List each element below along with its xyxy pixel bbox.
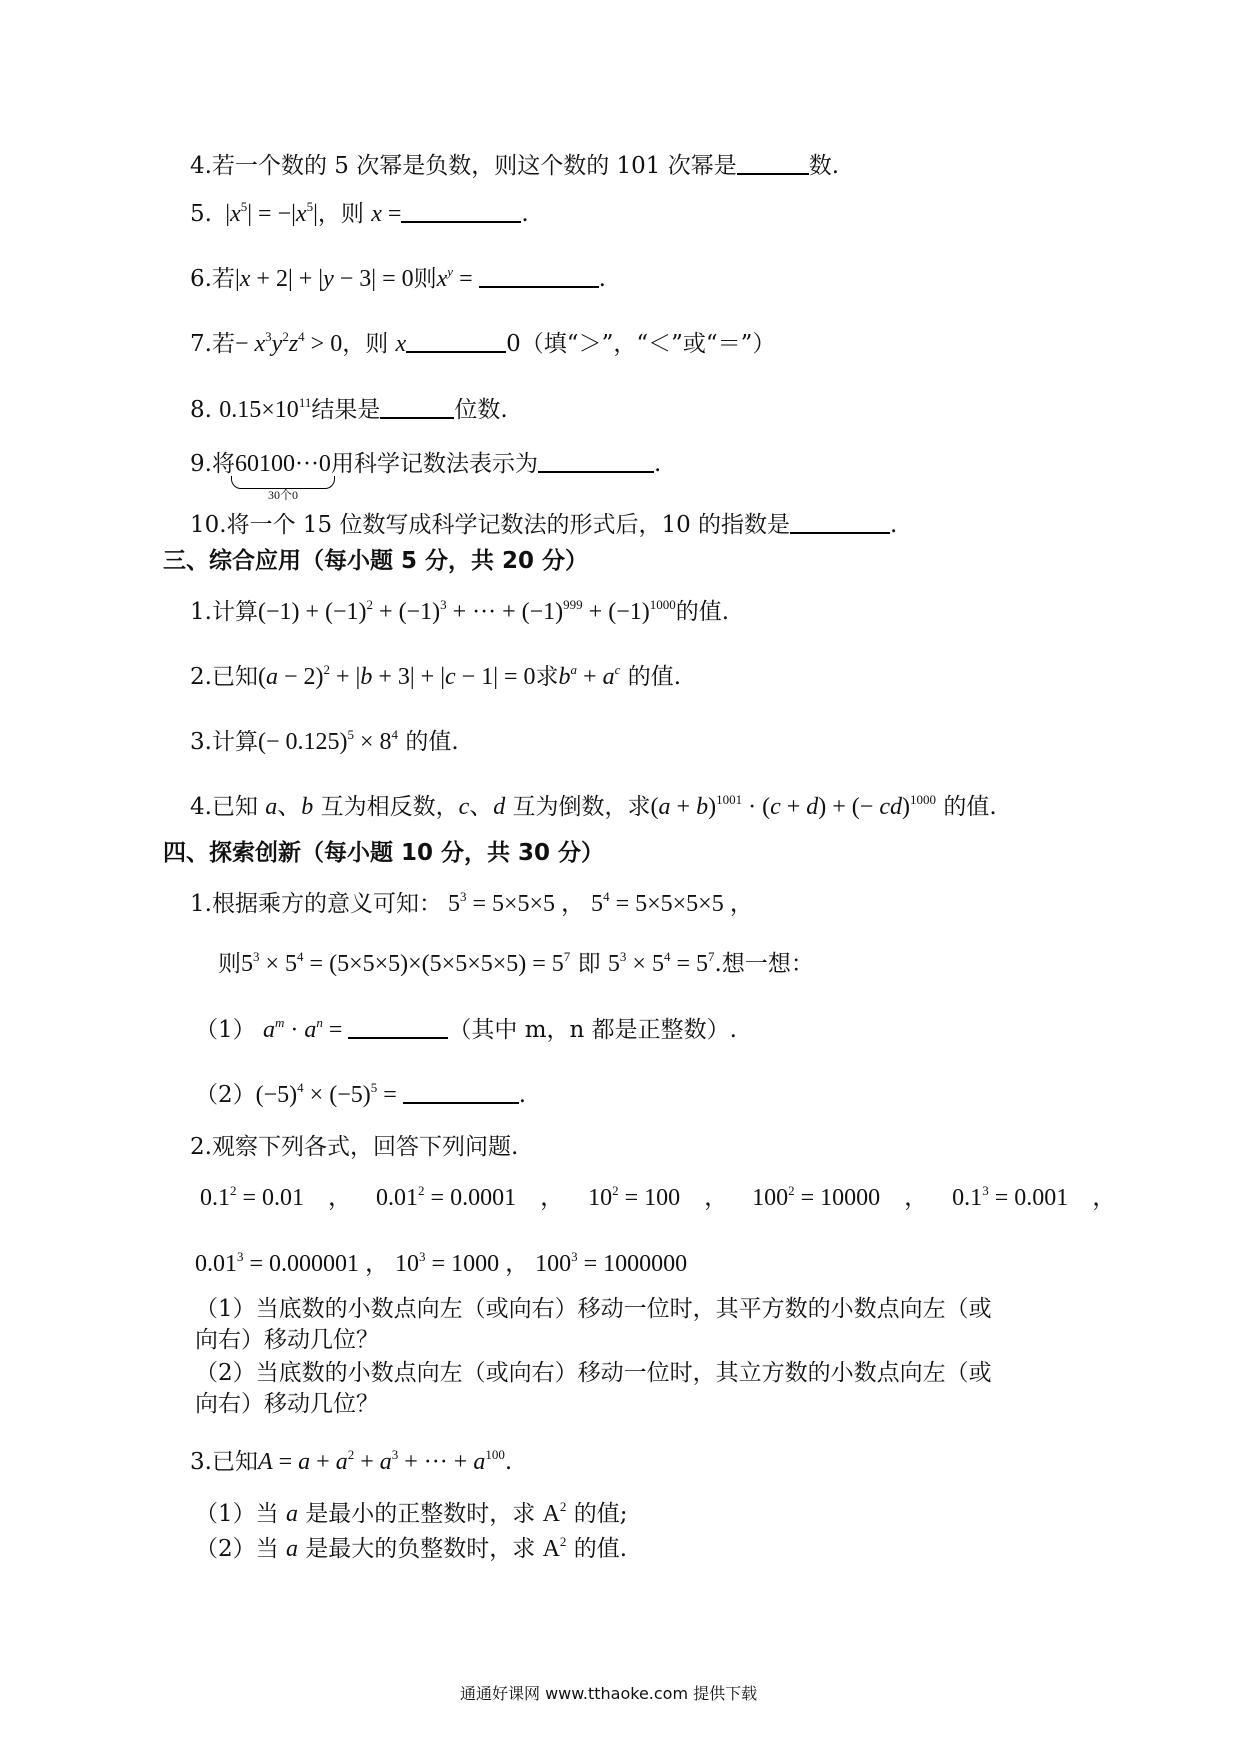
question-7: 7.若− $x^3y^2z^4 > 0$，则 x 0（填“＞”，“＜”或“＝”） xyxy=(190,329,776,357)
answer-blank xyxy=(406,331,506,353)
math-expression: (− $0.125)^5 \times 8^4$ xyxy=(257,727,399,755)
section-4-question-2-part-2: （2）当底数的小数点向左（或向右）移动一位时，其立方数的小数点向左（或 xyxy=(195,1360,992,1386)
section-4-question-1-line-2: 则$5^3 \times 5^4 = (5\times 5\times 5)\times(5\times 5\times 5\times 5) = 5^7$ 即 $5^3 \times 5^4 = 5^7$.想一想： xyxy=(218,949,814,977)
math-expression: − $x^3y^2z^4 > 0$ xyxy=(234,329,343,357)
math-expression: $(-1) + (-1)^2 + (-1)^3$ + ··· + $(-1)^{999} + (-1)^{1000}$ xyxy=(257,597,676,625)
question-6: 6.若|x + 2| + |y − 3| = 0则$x^y$ = . xyxy=(190,264,606,292)
section-4-question-2-equations-row-2: $0.01^3 = 0.000001$ ， $10^3 = 1000$ ， $100^3 = 1000000$ xyxy=(195,1249,688,1277)
math-expression: $a^m \cdot a^n$ = xyxy=(262,1015,349,1043)
answer-blank xyxy=(737,153,809,175)
section-4-question-1-part-1: （1） $a^m \cdot a^n$ = （其中 m，n 都是正整数）. xyxy=(195,1015,737,1043)
page-footer: 通通好课网 www.tthaoke.com 提供下载 xyxy=(460,1684,758,1703)
section-4-question-3-part-2: （2）当 a 是最大的负整数时，求 $A^2$ 的值. xyxy=(195,1534,628,1562)
math-expression: $(a + b)^{1001} \cdot (c + d)$ + (− cd)$^{1000}$ xyxy=(650,792,936,820)
math-expression: $(-5)^4 \times (-5)^5$ = xyxy=(255,1080,403,1108)
section-4-question-1: 1.根据乘方的意义可知： $5^3 = 5\times 5\times 5$ ， $5^4 = 5\times 5\times 5\times 5$ ， xyxy=(190,889,754,917)
question-4: 4.若一个数的 5 次幂是负数，则这个数的 101 次幂是 数. xyxy=(190,153,840,179)
answer-blank xyxy=(538,451,654,473)
answer-blank xyxy=(403,1082,519,1104)
answer-blank xyxy=(401,201,521,223)
section-4-heading: 四、探索创新（每小题 10 分，共 30 分） xyxy=(163,840,605,866)
section-4-question-2-part-1-cont: 向右）移动几位？ xyxy=(195,1327,379,1353)
section-4-question-2-part-1: （1）当底数的小数点向左（或向右）移动一位时，其平方数的小数点向左（或 xyxy=(195,1296,992,1322)
question-5: 5. $|x^5| = -|x^5|$，则 x = . xyxy=(190,199,529,227)
section-4-question-1-part-2: $(2)(-5)^4 \times (-5)^5$ = . xyxy=(195,1080,527,1108)
question-9: 9.将60100···0 30个0 用科学记数法表示为 . xyxy=(190,451,662,502)
math-expression: $A = a + a^2 + a^3$ + ··· + $a^{100}$ xyxy=(257,1447,505,1475)
section-3-heading: 三、综合应用（每小题 5 分，共 20 分） xyxy=(163,548,589,574)
question-8: 8. $0.15\times 10^{11}$结果是 位数. xyxy=(190,395,508,423)
math-expression: $0.15\times 10^{11}$ xyxy=(219,395,312,423)
section-3-question-3: 3.计算(− $0.125)^5 \times 8^4$ 的值. xyxy=(190,727,459,755)
math-expression: $(a - 2)^2 + |b + 3| + |c - 1| = 0$ xyxy=(257,662,536,690)
section-4-question-3-part-1: （1）当 a 是最小的正整数时，求 $A^2$ 的值; xyxy=(195,1499,628,1527)
answer-blank xyxy=(380,397,454,419)
section-3-question-2: 2.已知$(a - 2)^2 + |b + 3| + |c - 1| = 0$求$b^a + a^c$ 的值. xyxy=(190,662,681,690)
section-3-question-1: 1.计算$(-1) + (-1)^2 + (-1)^3$ + ··· + $(-1)^{999} + (-1)^{1000}$的值. xyxy=(190,597,730,625)
section-4-question-2-part-2-cont: 向右）移动几位？ xyxy=(195,1391,379,1417)
answer-blank xyxy=(348,1017,448,1039)
math-expression: $|x^5| = -|x^5|$ xyxy=(219,199,318,227)
section-4-question-3: 3.已知$A = a + a^2 + a^3$ + ··· + $a^{100}$. xyxy=(190,1447,513,1475)
section-4-question-2-equations-row-1: $0.1^2 = 0.01$ ， $0.01^2 = 0.0001$ ， $10^2 = 100$ ， $100^2 = 10000$ ， $0.1^3 = 0.001$ ， xyxy=(200,1183,1117,1211)
answer-blank xyxy=(790,512,890,534)
section-4-question-2: 2.观察下列各式，回答下列问题. xyxy=(190,1134,519,1160)
math-expression: $5^3 = 5\times 5\times 5$ ， $5^4 = 5\times 5\times 5\times 5$ ， xyxy=(441,889,754,917)
underbrace-number: 60100···0 30个0 xyxy=(235,450,331,479)
math-expression: |x + 2| + |y − 3| = 0 xyxy=(234,266,414,292)
section-3-question-4: 4.已知 a、b 互为相反数，c、d 互为倒数，求$(a + b)^{1001} \cdot (c + d)$ + (− cd)$^{1000}$ 的值. xyxy=(190,792,997,820)
answer-blank xyxy=(479,266,599,288)
question-10: 10.将一个 15 位数写成科学记数法的形式后，10 的指数是 . xyxy=(190,512,898,538)
math-expression: $5^3 \times 5^4 = (5\times 5\times 5)\times(5\times 5\times 5\times 5) = 5^7$ xyxy=(241,949,571,977)
